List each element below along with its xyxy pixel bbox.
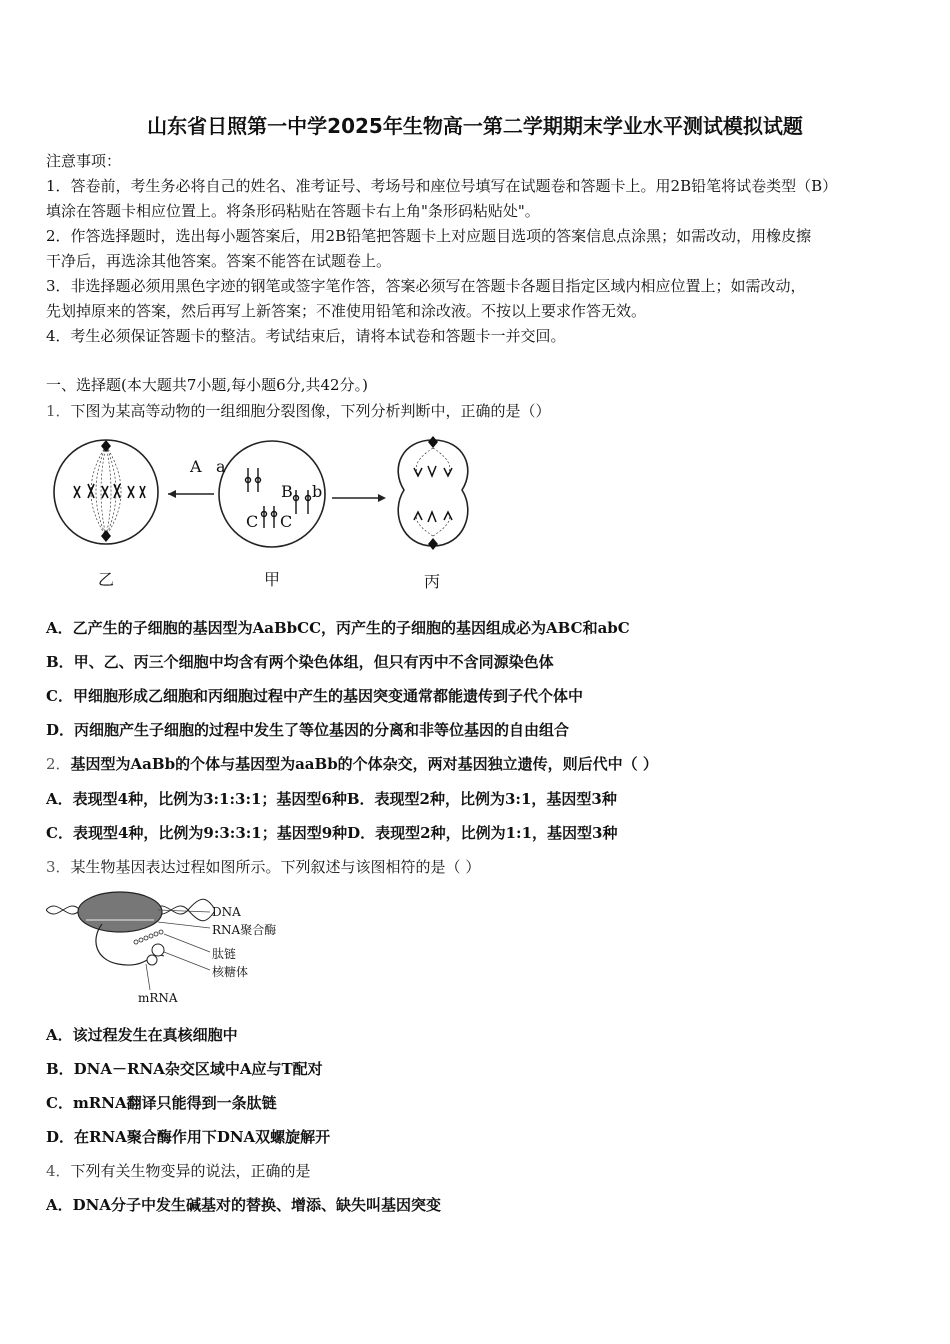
gene-label: B [281, 482, 293, 501]
notice-line: 3．非选择题必须用黑色字迹的钢笔或签字笔作答，答案必须写在答题卡各题目指定区域内相应位置上；如需改动， [46, 277, 806, 295]
notice-line: 1．答卷前，考生务必将自己的姓名、准考证号、考场号和座位号填写在试题卷和答题卡上。用2B铅笔将试卷类型（B） [46, 177, 838, 195]
notice-line: 4．考生必须保证答题卡的整洁。考试结束后，请将本试卷和答题卡一并交回。 [46, 327, 566, 345]
figure-label-rna-polymerase: RNA聚合酶 [212, 923, 277, 937]
ribosome [152, 944, 164, 956]
figure-label-peptide: 肽链 [212, 947, 237, 961]
centrosome-icon [428, 538, 438, 550]
gene-label: C [246, 512, 259, 531]
question-text: 下图为某高等动物的一组细胞分裂图像，下列分析判断中，正确的是（） [70, 402, 551, 420]
arrow-head-icon [168, 490, 176, 498]
option-d: D．丙细胞产生子细胞的过程中发生了等位基因的分离和非等位基因的自由组合 [46, 721, 570, 739]
chromosomes-bing [414, 466, 452, 522]
notice-line: 干净后，再选涂其他答案。答案不能答在试题卷上。 [46, 252, 392, 270]
question-text: 下列有关生物变异的说法，正确的是 [70, 1162, 311, 1180]
rna-polymerase [78, 892, 162, 932]
spindle-fibers-bing [416, 448, 449, 536]
figure-label-ribosome: 核糖体 [212, 965, 249, 979]
figure-label-mrna: mRNA [138, 991, 178, 1005]
question-text: 某生物基因表达过程如图所示。下列叙述与该图相符的是（ ） [70, 858, 481, 876]
chromosomes-yi [74, 484, 145, 498]
gene-label: C [280, 512, 293, 531]
option-c: C．甲细胞形成乙细胞和丙细胞过程中产生的基因突变通常都能遗传到子代个体中 [46, 687, 583, 705]
page-title: 山东省日照第一中学2025年生物高一第二学期期末学业水平测试模拟试题 [147, 114, 803, 138]
figure-label-dna: DNA [212, 905, 241, 919]
option-b: B．甲、乙、丙三个细胞中均含有两个染色体组，但只有丙中不含同源染色体 [46, 653, 554, 671]
notice-line: 填涂在答题卡相应位置上。将条形码粘贴在答题卡右上角"条形码粘贴处"。 [46, 202, 540, 220]
question-1-stem [46, 402, 906, 420]
option-cd: C．表现型4种，比例为9:3:3:1；基因型9种D．表现型2种，比例为1:1，基因型3种 [46, 824, 618, 842]
notice-line: 先划掉原来的答案，然后再写上新答案；不准使用铅笔和涂改液。不按以上要求作答无效。 [46, 302, 647, 320]
question-3-stem [46, 858, 906, 876]
option-a: A．DNA分子中发生碱基对的替换、增添、缺失叫基因突变 [46, 1196, 441, 1214]
question-text: 基因型为AaBb的个体与基因型为aaBb的个体杂交，两对基因独立遗传，则后代中（ ） [70, 755, 658, 773]
option-ab: A．表现型4种，比例为3:1:3:1；基因型6种B．表现型2种，比例为3:1，基因型3种 [46, 790, 617, 808]
question-number: 3． [46, 858, 71, 876]
option-c: C．mRNA翻译只能得到一条肽链 [46, 1094, 277, 1112]
question-2-stem [46, 755, 906, 773]
figure-label-yi: 乙 [98, 570, 115, 589]
notice-heading: 注意事项： [46, 152, 122, 170]
figure-label-jia: 甲 [264, 570, 281, 589]
section-heading: 一、选择题(本大题共7小题,每小题6分,共42分。) [46, 376, 368, 394]
arrow-head-icon [378, 494, 386, 502]
question-number: 2． [46, 755, 71, 773]
option-b: B．DNA－RNA杂交区域中A应与T配对 [46, 1060, 323, 1078]
figure-label-bing: 丙 [424, 572, 441, 591]
cell-division-figure [46, 428, 496, 588]
gene-label: A [190, 457, 202, 476]
peptide-chain [134, 930, 163, 944]
gene-label: a [216, 457, 226, 476]
option-a: A．乙产生的子细胞的基因型为AaBbCC，丙产生的子细胞的基因组成必为ABC和abC [46, 619, 630, 637]
gene-expression-figure [46, 890, 286, 1006]
question-4-stem [46, 1162, 906, 1180]
option-a: A．该过程发生在真核细胞中 [46, 1026, 238, 1044]
option-d: D．在RNA聚合酶作用下DNA双螺旋解开 [46, 1128, 331, 1146]
gene-label: b [312, 482, 323, 501]
cell-bing-outline [398, 440, 468, 546]
cell-jia-outline [219, 441, 325, 547]
question-number: 4． [46, 1162, 71, 1180]
ribosome [147, 955, 157, 965]
notice-line: 2．作答选择题时，选出每小题答案后，用2B铅笔把答题卡上对应题目选项的答案信息点涂黑；如需改动，用橡皮擦 [46, 227, 812, 245]
centrosome-icon [101, 440, 111, 452]
question-number: 1． [46, 402, 71, 420]
centrosome-icon [428, 436, 438, 448]
centrosome-icon [101, 530, 111, 542]
